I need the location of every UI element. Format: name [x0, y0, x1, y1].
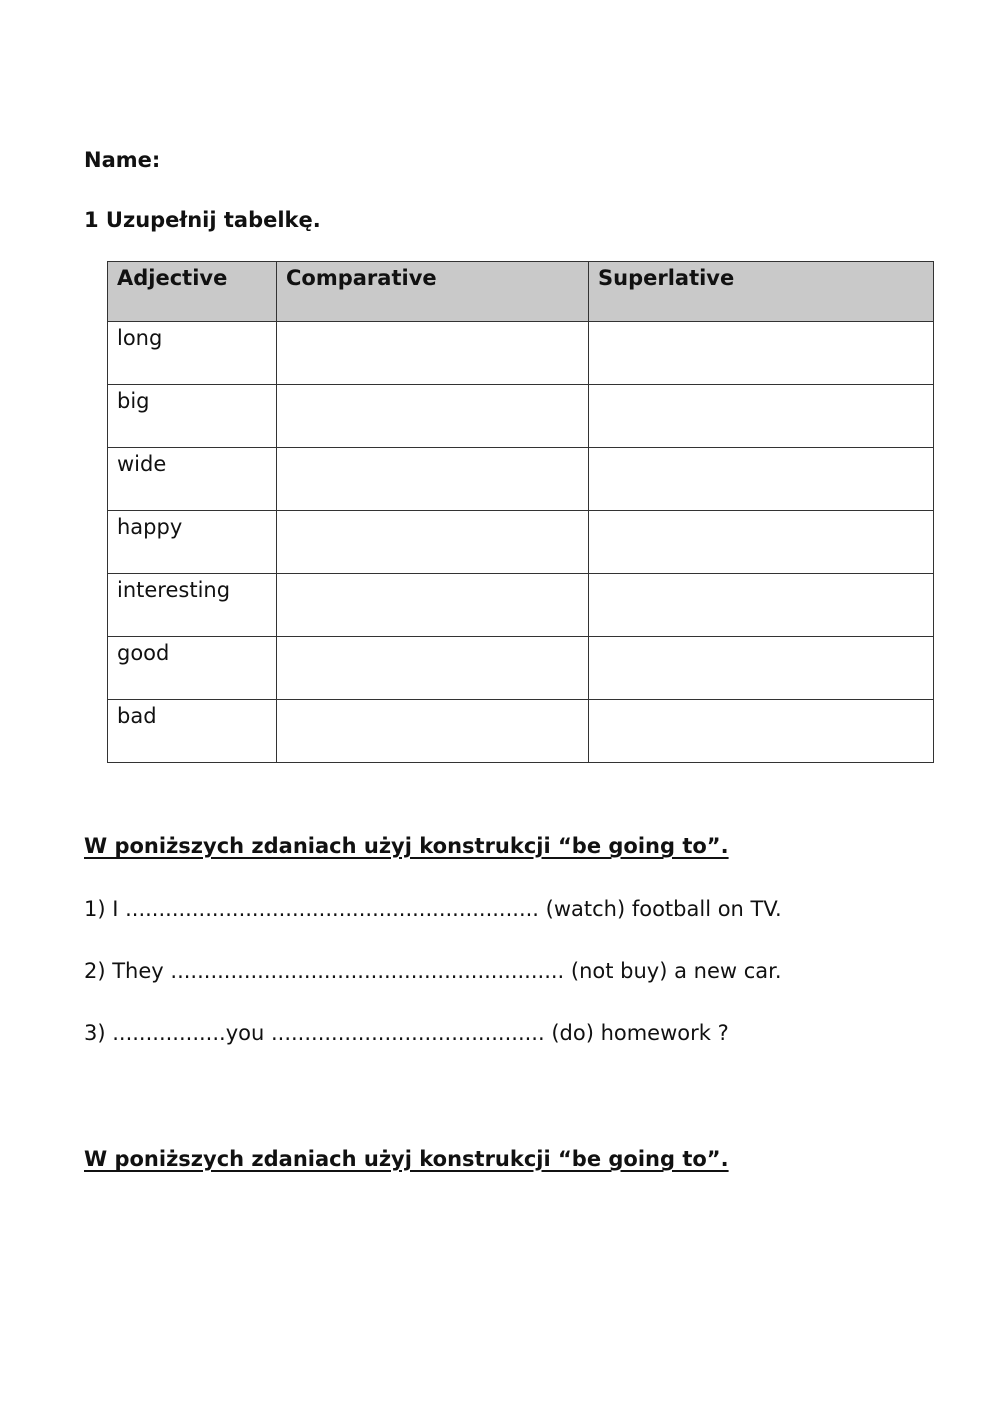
table-row: [108, 637, 934, 700]
comparative-cell[interactable]: [277, 322, 589, 385]
adjective-table: [107, 261, 934, 763]
table-row: [108, 385, 934, 448]
task1-title: 1 Uzupełnij tabelkę.: [84, 208, 321, 232]
adjective-cell: happy: [108, 511, 277, 574]
section3-title: W poniższych zdaniach użyj konstrukcji “be going to”.: [84, 1147, 729, 1171]
superlative-cell[interactable]: [589, 574, 934, 637]
comparative-cell[interactable]: [277, 637, 589, 700]
table-row: [108, 448, 934, 511]
sentence-3: 3) .................you ......................................... (do) homework ?: [84, 1021, 729, 1045]
adjective-cell: big: [108, 385, 277, 448]
table-row: [108, 511, 934, 574]
superlative-cell[interactable]: [589, 322, 934, 385]
adjective-cell: wide: [108, 448, 277, 511]
superlative-cell[interactable]: [589, 700, 934, 763]
comparative-cell[interactable]: [277, 574, 589, 637]
comparative-cell[interactable]: [277, 511, 589, 574]
superlative-cell[interactable]: [589, 637, 934, 700]
sentence-2: 2) They ........................................................... (not buy) a new car.: [84, 959, 782, 983]
comparative-cell[interactable]: [277, 700, 589, 763]
table-row: [108, 700, 934, 763]
table-header-row: [108, 262, 934, 322]
section2-title: W poniższych zdaniach użyj konstrukcji “be going to”.: [84, 834, 729, 858]
adjective-cell: bad: [108, 700, 277, 763]
comparative-cell[interactable]: [277, 385, 589, 448]
adjective-cell: good: [108, 637, 277, 700]
superlative-cell[interactable]: [589, 511, 934, 574]
adjective-cell: long: [108, 322, 277, 385]
superlative-cell[interactable]: [589, 385, 934, 448]
sentence-1: 1) I .............................................................. (watch) football on TV.: [84, 897, 782, 921]
table-row: [108, 574, 934, 637]
header-adjective: Adjective: [108, 262, 277, 322]
superlative-cell[interactable]: [589, 448, 934, 511]
adjective-cell: interesting: [108, 574, 277, 637]
table-row: [108, 322, 934, 385]
header-comparative: Comparative: [277, 262, 589, 322]
header-superlative: Superlative: [589, 262, 934, 322]
comparative-cell[interactable]: [277, 448, 589, 511]
name-label: Name:: [84, 148, 161, 172]
